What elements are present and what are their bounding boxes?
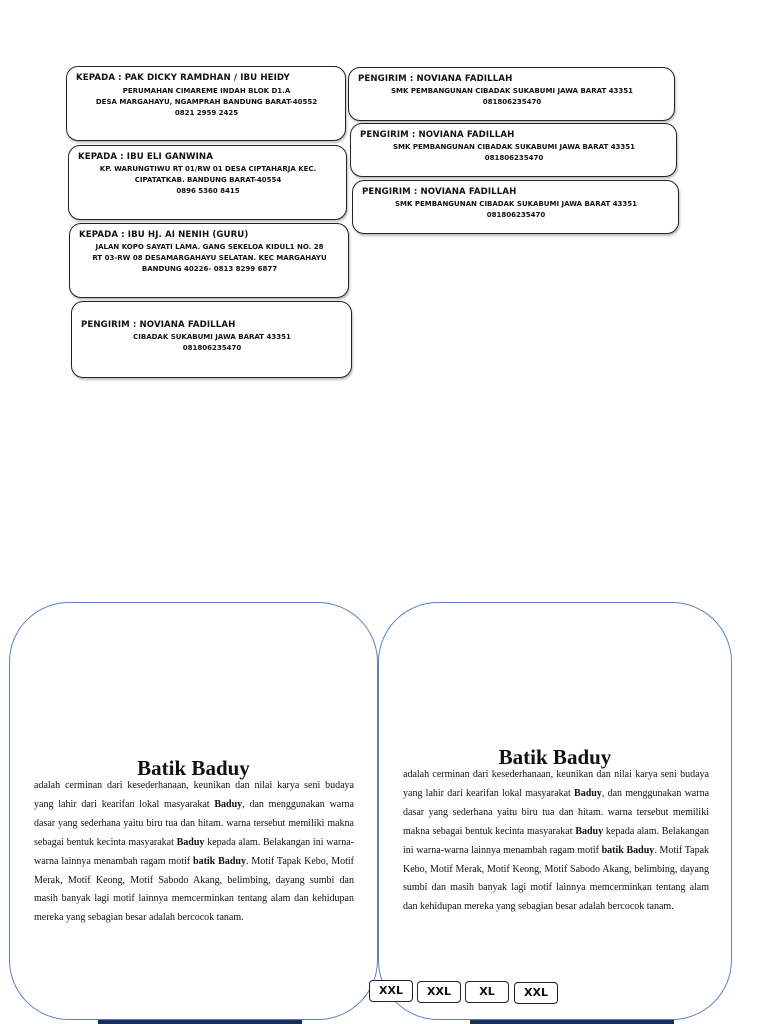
recipient-heading: KEPADA : IBU HJ. AI NENIH (GURU) <box>79 230 249 240</box>
sender-label-right-1 <box>348 67 675 121</box>
phone-line: 081806235470 <box>182 344 242 352</box>
card-description: adalah cerminan dari kesederhanaan, keunikan dan nilai karya seni budaya yang lahir dari kearifan lokal masyarakat Baduy, dan menggunakan warna dasar yang sederhana yaitu biru tua dan hitam. warna tersebut memiliki makna sebagai bentuk kecinta masyarakat Baduy kepada alam. Belakangan ini warna-warna lainnya menambah ragam motif batik Baduy. Motif Tapak Kebo, Motif Merak, Motif Keong, Motif Sabodo Akang, belimbing, dayang sumbi dan masih banyak lagi motif lainnya memcerminkan tentang alam dan kehidupan mereka yang sebagian besar adalah bercocok tanam. <box>403 769 710 913</box>
size-tag-4: XXL <box>514 982 558 1004</box>
phone-line: 081806235470 <box>484 154 544 162</box>
address-line: CIBADAK SUKABUMI JAWA BARAT 43351 <box>133 333 291 341</box>
batik-card-right <box>378 602 732 1020</box>
address-line: PERUMAHAN CIMAREME INDAH BLOK D1.A <box>122 87 291 95</box>
phone-line: 081806235470 <box>486 211 546 219</box>
address-line: KP. WARUNGTIWU RT 01/RW 01 DESA CIPTAHARJA KEC. <box>99 165 317 173</box>
sender-label-left <box>71 301 352 378</box>
phone-line: 0821 2959 2425 <box>174 109 239 117</box>
card-title: Batik Baduy <box>498 745 612 769</box>
recipient-label-3 <box>69 223 349 298</box>
address-line: SMK PEMBANGUNAN CIBADAK SUKABUMI JAWA BARAT 43351 <box>390 87 634 95</box>
batik-card-left <box>9 602 378 1020</box>
address-line: SMK PEMBANGUNAN CIBADAK SUKABUMI JAWA BARAT 43351 <box>394 200 638 208</box>
sender-heading: PENGIRIM : NOVIANA FADILLAH <box>362 187 517 197</box>
address-line: DESA MARGAHAYU, NGAMPRAH BANDUNG BARAT-40552 <box>95 98 318 106</box>
address-line: JALAN KOPO SAYATI LAMA. GANG SEKELOA KIDUL1 NO. 28 <box>95 243 324 251</box>
address-line: BANDUNG 40226- 0813 8299 6877 <box>141 265 278 273</box>
phone-line: 0896 5360 8415 <box>176 187 240 195</box>
address-line: RT 03-RW 08 DESAMARGAHAYU SELATAN. KEC MARGAHAYU <box>92 254 327 262</box>
sender-heading: PENGIRIM : NOVIANA FADILLAH <box>358 74 513 84</box>
sender-label-right-2 <box>350 123 677 177</box>
card-title: Batik Baduy <box>137 756 250 780</box>
sender-label-right-3 <box>352 180 679 234</box>
recipient-label-2 <box>68 145 347 220</box>
recipient-heading: KEPADA : IBU ELI GANWINA <box>78 152 213 162</box>
recipient-heading: KEPADA : PAK DICKY RAMDHAN / IBU HEIDY <box>76 73 290 83</box>
address-line: SMK PEMBANGUNAN CIBADAK SUKABUMI JAWA BARAT 43351 <box>392 143 636 151</box>
recipient-label-1 <box>66 66 346 141</box>
address-line: CIPATATKAB. BANDUNG BARAT-40554 <box>134 176 282 184</box>
size-tag-2: XXL <box>417 981 461 1003</box>
size-tag-1: XXL <box>369 980 413 1002</box>
size-tag-3: XL <box>465 981 509 1003</box>
sender-heading: PENGIRIM : NOVIANA FADILLAH <box>360 130 515 140</box>
sender-heading: PENGIRIM : NOVIANA FADILLAH <box>81 320 236 330</box>
card-description: adalah cerminan dari kesederhanaan, keunikan dan nilai karya seni budaya yang lahir dari kearifan lokal masyarakat Baduy, dan menggunakan warna dasar yang sederhana yaitu biru tua dan hitam. warna tersebut memiliki makna sebagai bentuk kecinta masyarakat Baduy kepada alam. Belakangan ini warna-warna lainnya menambah ragam motif batik Baduy. Motif Tapak Kebo, Motif Merak, Motif Keong, Motif Sabodo Akang, belimbing, dayang sumbi dan masih banyak lagi motif lainnya memcerminkan tentang alam dan kehidupan mereka yang sebagian besar adalah bercocok tanam. <box>34 780 354 924</box>
phone-line: 081806235470 <box>482 98 542 106</box>
